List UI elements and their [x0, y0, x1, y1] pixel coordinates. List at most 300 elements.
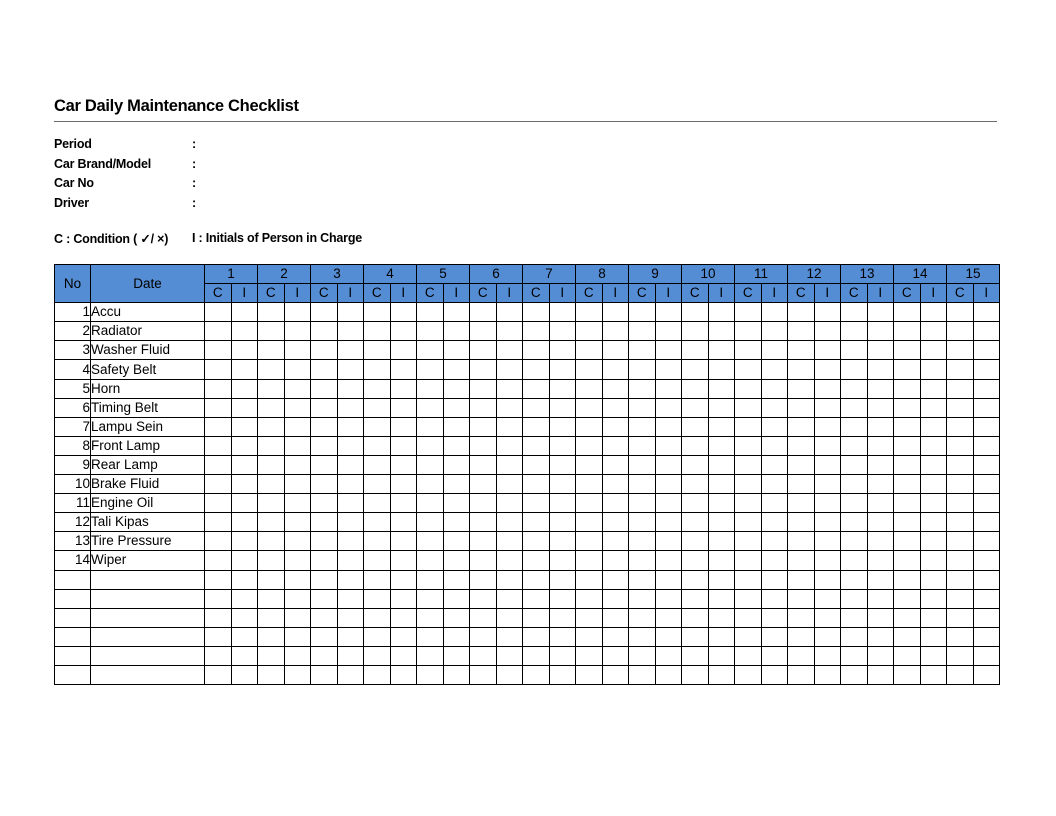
condition-cell[interactable]	[629, 322, 656, 341]
initials-cell[interactable]	[231, 417, 258, 436]
initials-cell[interactable]	[549, 513, 576, 532]
condition-cell[interactable]	[682, 551, 709, 570]
condition-cell[interactable]	[629, 341, 656, 360]
initials-cell[interactable]	[284, 513, 311, 532]
condition-cell[interactable]	[364, 455, 391, 474]
initials-cell[interactable]	[814, 646, 841, 665]
condition-cell[interactable]	[947, 322, 974, 341]
condition-cell[interactable]	[258, 436, 285, 455]
initials-cell[interactable]	[920, 341, 947, 360]
condition-cell[interactable]	[258, 570, 285, 589]
initials-cell[interactable]	[496, 494, 523, 513]
initials-cell[interactable]	[920, 589, 947, 608]
initials-cell[interactable]	[390, 551, 417, 570]
condition-cell[interactable]	[417, 665, 444, 684]
initials-cell[interactable]	[284, 455, 311, 474]
condition-cell[interactable]	[364, 665, 391, 684]
condition-cell[interactable]	[788, 494, 815, 513]
initials-cell[interactable]	[920, 494, 947, 513]
condition-cell[interactable]	[682, 494, 709, 513]
initials-cell[interactable]	[761, 475, 788, 494]
initials-cell[interactable]	[973, 570, 1000, 589]
initials-cell[interactable]	[973, 379, 1000, 398]
condition-cell[interactable]	[629, 513, 656, 532]
condition-cell[interactable]	[523, 608, 550, 627]
initials-cell[interactable]	[231, 608, 258, 627]
condition-cell[interactable]	[470, 665, 497, 684]
condition-cell[interactable]	[311, 513, 338, 532]
condition-cell[interactable]	[258, 303, 285, 322]
condition-cell[interactable]	[258, 398, 285, 417]
condition-cell[interactable]	[788, 627, 815, 646]
initials-cell[interactable]	[337, 570, 364, 589]
condition-cell[interactable]	[841, 341, 868, 360]
condition-cell[interactable]	[788, 379, 815, 398]
condition-cell[interactable]	[470, 532, 497, 551]
condition-cell[interactable]	[258, 475, 285, 494]
initials-cell[interactable]	[443, 360, 470, 379]
initials-cell[interactable]	[390, 589, 417, 608]
initials-cell[interactable]	[867, 646, 894, 665]
condition-cell[interactable]	[735, 665, 762, 684]
condition-cell[interactable]	[311, 494, 338, 513]
condition-cell[interactable]	[523, 379, 550, 398]
condition-cell[interactable]	[735, 475, 762, 494]
initials-cell[interactable]	[231, 494, 258, 513]
condition-cell[interactable]	[311, 360, 338, 379]
condition-cell[interactable]	[788, 475, 815, 494]
initials-cell[interactable]	[973, 532, 1000, 551]
condition-cell[interactable]	[205, 417, 232, 436]
initials-cell[interactable]	[231, 513, 258, 532]
condition-cell[interactable]	[682, 379, 709, 398]
condition-cell[interactable]	[470, 417, 497, 436]
initials-cell[interactable]	[231, 589, 258, 608]
initials-cell[interactable]	[284, 379, 311, 398]
condition-cell[interactable]	[523, 570, 550, 589]
initials-cell[interactable]	[708, 551, 735, 570]
condition-cell[interactable]	[417, 455, 444, 474]
initials-cell[interactable]	[973, 494, 1000, 513]
initials-cell[interactable]	[602, 341, 629, 360]
initials-cell[interactable]	[390, 341, 417, 360]
condition-cell[interactable]	[523, 475, 550, 494]
initials-cell[interactable]	[549, 360, 576, 379]
condition-cell[interactable]	[576, 551, 603, 570]
condition-cell[interactable]	[682, 436, 709, 455]
initials-cell[interactable]	[337, 608, 364, 627]
condition-cell[interactable]	[894, 627, 921, 646]
initials-cell[interactable]	[390, 646, 417, 665]
initials-cell[interactable]	[867, 360, 894, 379]
condition-cell[interactable]	[523, 360, 550, 379]
condition-cell[interactable]	[205, 627, 232, 646]
initials-cell[interactable]	[920, 360, 947, 379]
initials-cell[interactable]	[496, 341, 523, 360]
condition-cell[interactable]	[311, 322, 338, 341]
condition-cell[interactable]	[841, 570, 868, 589]
condition-cell[interactable]	[947, 341, 974, 360]
initials-cell[interactable]	[231, 398, 258, 417]
initials-cell[interactable]	[973, 551, 1000, 570]
condition-cell[interactable]	[629, 436, 656, 455]
initials-cell[interactable]	[867, 475, 894, 494]
condition-cell[interactable]	[205, 608, 232, 627]
initials-cell[interactable]	[443, 341, 470, 360]
initials-cell[interactable]	[708, 398, 735, 417]
condition-cell[interactable]	[841, 436, 868, 455]
initials-cell[interactable]	[443, 646, 470, 665]
initials-cell[interactable]	[814, 532, 841, 551]
condition-cell[interactable]	[258, 608, 285, 627]
condition-cell[interactable]	[364, 341, 391, 360]
condition-cell[interactable]	[205, 513, 232, 532]
condition-cell[interactable]	[576, 665, 603, 684]
initials-cell[interactable]	[443, 303, 470, 322]
initials-cell[interactable]	[496, 417, 523, 436]
initials-cell[interactable]	[390, 513, 417, 532]
condition-cell[interactable]	[947, 417, 974, 436]
condition-cell[interactable]	[735, 494, 762, 513]
initials-cell[interactable]	[443, 322, 470, 341]
initials-cell[interactable]	[496, 360, 523, 379]
condition-cell[interactable]	[523, 417, 550, 436]
initials-cell[interactable]	[337, 417, 364, 436]
condition-cell[interactable]	[417, 303, 444, 322]
initials-cell[interactable]	[814, 608, 841, 627]
initials-cell[interactable]	[390, 475, 417, 494]
condition-cell[interactable]	[311, 627, 338, 646]
initials-cell[interactable]	[602, 379, 629, 398]
condition-cell[interactable]	[311, 341, 338, 360]
condition-cell[interactable]	[523, 436, 550, 455]
condition-cell[interactable]	[205, 322, 232, 341]
initials-cell[interactable]	[602, 398, 629, 417]
initials-cell[interactable]	[867, 627, 894, 646]
condition-cell[interactable]	[417, 513, 444, 532]
condition-cell[interactable]	[205, 341, 232, 360]
condition-cell[interactable]	[894, 532, 921, 551]
condition-cell[interactable]	[894, 570, 921, 589]
condition-cell[interactable]	[311, 532, 338, 551]
condition-cell[interactable]	[205, 646, 232, 665]
initials-cell[interactable]	[337, 532, 364, 551]
condition-cell[interactable]	[894, 665, 921, 684]
condition-cell[interactable]	[894, 589, 921, 608]
initials-cell[interactable]	[655, 551, 682, 570]
condition-cell[interactable]	[258, 417, 285, 436]
initials-cell[interactable]	[655, 360, 682, 379]
initials-cell[interactable]	[337, 589, 364, 608]
condition-cell[interactable]	[470, 646, 497, 665]
condition-cell[interactable]	[947, 455, 974, 474]
condition-cell[interactable]	[629, 379, 656, 398]
condition-cell[interactable]	[841, 455, 868, 474]
condition-cell[interactable]	[841, 532, 868, 551]
initials-cell[interactable]	[708, 589, 735, 608]
condition-cell[interactable]	[894, 322, 921, 341]
condition-cell[interactable]	[894, 608, 921, 627]
condition-cell[interactable]	[205, 455, 232, 474]
initials-cell[interactable]	[867, 455, 894, 474]
condition-cell[interactable]	[682, 303, 709, 322]
initials-cell[interactable]	[761, 360, 788, 379]
condition-cell[interactable]	[841, 322, 868, 341]
condition-cell[interactable]	[470, 322, 497, 341]
initials-cell[interactable]	[443, 436, 470, 455]
initials-cell[interactable]	[231, 646, 258, 665]
initials-cell[interactable]	[390, 532, 417, 551]
initials-cell[interactable]	[549, 341, 576, 360]
initials-cell[interactable]	[708, 475, 735, 494]
condition-cell[interactable]	[576, 322, 603, 341]
initials-cell[interactable]	[973, 627, 1000, 646]
initials-cell[interactable]	[602, 436, 629, 455]
initials-cell[interactable]	[496, 646, 523, 665]
condition-cell[interactable]	[682, 665, 709, 684]
condition-cell[interactable]	[788, 436, 815, 455]
condition-cell[interactable]	[735, 455, 762, 474]
initials-cell[interactable]	[443, 551, 470, 570]
condition-cell[interactable]	[470, 360, 497, 379]
condition-cell[interactable]	[947, 436, 974, 455]
initials-cell[interactable]	[443, 532, 470, 551]
condition-cell[interactable]	[523, 589, 550, 608]
initials-cell[interactable]	[867, 532, 894, 551]
initials-cell[interactable]	[390, 398, 417, 417]
initials-cell[interactable]	[708, 455, 735, 474]
initials-cell[interactable]	[549, 475, 576, 494]
initials-cell[interactable]	[708, 608, 735, 627]
condition-cell[interactable]	[735, 570, 762, 589]
initials-cell[interactable]	[390, 494, 417, 513]
condition-cell[interactable]	[629, 570, 656, 589]
initials-cell[interactable]	[337, 379, 364, 398]
initials-cell[interactable]	[973, 589, 1000, 608]
condition-cell[interactable]	[735, 360, 762, 379]
initials-cell[interactable]	[602, 627, 629, 646]
initials-cell[interactable]	[496, 455, 523, 474]
initials-cell[interactable]	[231, 475, 258, 494]
condition-cell[interactable]	[470, 341, 497, 360]
condition-cell[interactable]	[417, 417, 444, 436]
initials-cell[interactable]	[867, 570, 894, 589]
initials-cell[interactable]	[337, 494, 364, 513]
condition-cell[interactable]	[788, 303, 815, 322]
initials-cell[interactable]	[231, 303, 258, 322]
initials-cell[interactable]	[390, 455, 417, 474]
initials-cell[interactable]	[655, 627, 682, 646]
condition-cell[interactable]	[311, 417, 338, 436]
initials-cell[interactable]	[708, 360, 735, 379]
initials-cell[interactable]	[973, 513, 1000, 532]
initials-cell[interactable]	[814, 589, 841, 608]
initials-cell[interactable]	[814, 436, 841, 455]
initials-cell[interactable]	[231, 551, 258, 570]
initials-cell[interactable]	[496, 398, 523, 417]
condition-cell[interactable]	[364, 551, 391, 570]
initials-cell[interactable]	[655, 513, 682, 532]
initials-cell[interactable]	[284, 417, 311, 436]
condition-cell[interactable]	[682, 532, 709, 551]
initials-cell[interactable]	[814, 322, 841, 341]
initials-cell[interactable]	[337, 627, 364, 646]
initials-cell[interactable]	[973, 455, 1000, 474]
condition-cell[interactable]	[311, 398, 338, 417]
initials-cell[interactable]	[549, 322, 576, 341]
initials-cell[interactable]	[973, 646, 1000, 665]
initials-cell[interactable]	[549, 379, 576, 398]
condition-cell[interactable]	[576, 532, 603, 551]
condition-cell[interactable]	[682, 608, 709, 627]
condition-cell[interactable]	[894, 417, 921, 436]
condition-cell[interactable]	[364, 379, 391, 398]
condition-cell[interactable]	[947, 513, 974, 532]
initials-cell[interactable]	[920, 646, 947, 665]
initials-cell[interactable]	[655, 303, 682, 322]
condition-cell[interactable]	[788, 608, 815, 627]
initials-cell[interactable]	[655, 532, 682, 551]
condition-cell[interactable]	[470, 589, 497, 608]
condition-cell[interactable]	[735, 379, 762, 398]
initials-cell[interactable]	[549, 398, 576, 417]
initials-cell[interactable]	[761, 551, 788, 570]
initials-cell[interactable]	[814, 627, 841, 646]
initials-cell[interactable]	[602, 455, 629, 474]
condition-cell[interactable]	[205, 589, 232, 608]
initials-cell[interactable]	[814, 303, 841, 322]
condition-cell[interactable]	[417, 646, 444, 665]
initials-cell[interactable]	[761, 398, 788, 417]
initials-cell[interactable]	[602, 322, 629, 341]
initials-cell[interactable]	[390, 570, 417, 589]
initials-cell[interactable]	[549, 551, 576, 570]
condition-cell[interactable]	[470, 455, 497, 474]
initials-cell[interactable]	[708, 513, 735, 532]
condition-cell[interactable]	[311, 665, 338, 684]
initials-cell[interactable]	[231, 379, 258, 398]
condition-cell[interactable]	[629, 551, 656, 570]
initials-cell[interactable]	[231, 341, 258, 360]
condition-cell[interactable]	[947, 398, 974, 417]
condition-cell[interactable]	[576, 570, 603, 589]
condition-cell[interactable]	[417, 379, 444, 398]
initials-cell[interactable]	[602, 513, 629, 532]
condition-cell[interactable]	[841, 360, 868, 379]
condition-cell[interactable]	[788, 417, 815, 436]
condition-cell[interactable]	[523, 494, 550, 513]
condition-cell[interactable]	[523, 646, 550, 665]
condition-cell[interactable]	[788, 646, 815, 665]
condition-cell[interactable]	[470, 513, 497, 532]
condition-cell[interactable]	[841, 646, 868, 665]
initials-cell[interactable]	[602, 646, 629, 665]
condition-cell[interactable]	[629, 608, 656, 627]
condition-cell[interactable]	[788, 455, 815, 474]
condition-cell[interactable]	[841, 513, 868, 532]
initials-cell[interactable]	[284, 475, 311, 494]
initials-cell[interactable]	[231, 570, 258, 589]
condition-cell[interactable]	[205, 360, 232, 379]
initials-cell[interactable]	[973, 322, 1000, 341]
condition-cell[interactable]	[470, 436, 497, 455]
condition-cell[interactable]	[788, 360, 815, 379]
condition-cell[interactable]	[576, 494, 603, 513]
condition-cell[interactable]	[523, 513, 550, 532]
condition-cell[interactable]	[682, 513, 709, 532]
initials-cell[interactable]	[284, 608, 311, 627]
initials-cell[interactable]	[443, 589, 470, 608]
initials-cell[interactable]	[814, 360, 841, 379]
initials-cell[interactable]	[337, 551, 364, 570]
condition-cell[interactable]	[417, 627, 444, 646]
initials-cell[interactable]	[337, 455, 364, 474]
initials-cell[interactable]	[655, 341, 682, 360]
condition-cell[interactable]	[947, 627, 974, 646]
condition-cell[interactable]	[735, 303, 762, 322]
condition-cell[interactable]	[629, 475, 656, 494]
condition-cell[interactable]	[682, 360, 709, 379]
initials-cell[interactable]	[708, 665, 735, 684]
initials-cell[interactable]	[284, 436, 311, 455]
initials-cell[interactable]	[920, 665, 947, 684]
condition-cell[interactable]	[894, 494, 921, 513]
condition-cell[interactable]	[947, 646, 974, 665]
condition-cell[interactable]	[523, 322, 550, 341]
initials-cell[interactable]	[602, 494, 629, 513]
condition-cell[interactable]	[523, 303, 550, 322]
condition-cell[interactable]	[523, 532, 550, 551]
condition-cell[interactable]	[258, 551, 285, 570]
condition-cell[interactable]	[947, 665, 974, 684]
initials-cell[interactable]	[708, 627, 735, 646]
initials-cell[interactable]	[284, 360, 311, 379]
condition-cell[interactable]	[735, 551, 762, 570]
initials-cell[interactable]	[867, 322, 894, 341]
initials-cell[interactable]	[602, 589, 629, 608]
initials-cell[interactable]	[390, 322, 417, 341]
initials-cell[interactable]	[708, 532, 735, 551]
condition-cell[interactable]	[682, 455, 709, 474]
initials-cell[interactable]	[337, 341, 364, 360]
condition-cell[interactable]	[576, 513, 603, 532]
condition-cell[interactable]	[205, 532, 232, 551]
initials-cell[interactable]	[443, 494, 470, 513]
condition-cell[interactable]	[205, 551, 232, 570]
initials-cell[interactable]	[655, 398, 682, 417]
condition-cell[interactable]	[682, 627, 709, 646]
initials-cell[interactable]	[390, 379, 417, 398]
initials-cell[interactable]	[867, 665, 894, 684]
initials-cell[interactable]	[496, 303, 523, 322]
condition-cell[interactable]	[735, 398, 762, 417]
condition-cell[interactable]	[841, 627, 868, 646]
condition-cell[interactable]	[205, 494, 232, 513]
initials-cell[interactable]	[231, 665, 258, 684]
initials-cell[interactable]	[496, 532, 523, 551]
condition-cell[interactable]	[894, 646, 921, 665]
initials-cell[interactable]	[284, 303, 311, 322]
initials-cell[interactable]	[973, 475, 1000, 494]
condition-cell[interactable]	[788, 398, 815, 417]
initials-cell[interactable]	[231, 436, 258, 455]
condition-cell[interactable]	[364, 436, 391, 455]
condition-cell[interactable]	[576, 475, 603, 494]
condition-cell[interactable]	[682, 475, 709, 494]
initials-cell[interactable]	[549, 665, 576, 684]
condition-cell[interactable]	[682, 417, 709, 436]
condition-cell[interactable]	[311, 303, 338, 322]
